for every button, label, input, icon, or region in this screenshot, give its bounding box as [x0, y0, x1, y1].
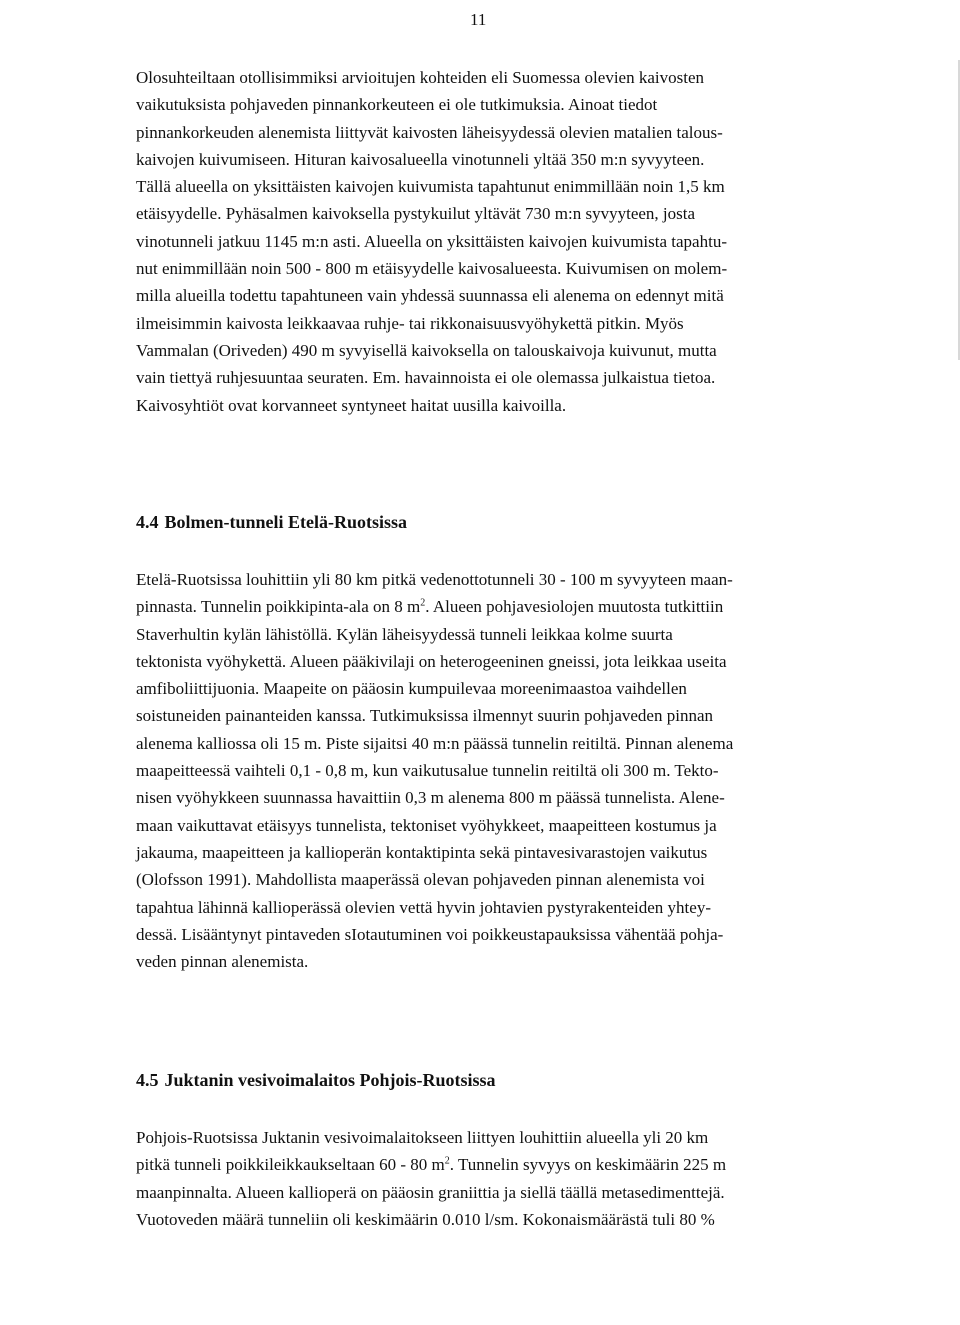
text-segment: pinnasta. Tunnelin poikkipinta-ala on 8 m — [136, 597, 421, 617]
text-line: kaivojen kuivumiseen. Hituran kaivosalueella vinotunneli yltää 350 m:n syvyyteen. — [136, 149, 705, 169]
section-heading-4-4 — [136, 510, 407, 534]
paragraph-juktan-plant — [136, 1124, 812, 1233]
text-line: dessä. Lisääntynyt pintaveden sIotautuminen voi poikkeustapauksissa vähentää pohja- — [136, 924, 724, 944]
text-line: jakauma, maapeitteen ja kallioperän kontaktipinta sekä pintavesivarastojen vaikutus — [136, 842, 708, 862]
section-heading-4-5 — [136, 1068, 496, 1092]
superscript: 2 — [420, 597, 426, 609]
text-line: milla alueilla todettu tapahtuneen vain yhdessä suunnassa eli alenema on edennyt mitä — [136, 286, 724, 306]
text-line: maan vaikuttavat etäisyys tunnelista, tektoniset vyöhykkeet, maapeitteen kostumus ja — [136, 815, 717, 835]
text-line: maapeitteessä vaihteli 0,1 - 0,8 m, kun vaikutusalue tunnelin reitiltä oli 300 m. Tekto- — [136, 761, 719, 781]
text-line: veden pinnan alenemista. — [136, 952, 309, 972]
text-segment: . Tunnelin syvyys on keskimäärin 225 m — [449, 1155, 727, 1175]
text-line: vain tiettyä ruhjesuuntaa seuraten. Em. havainnoista ei ole olemassa julkaistua tietoa. — [136, 368, 716, 388]
paragraph-mining-impacts — [136, 64, 812, 419]
paragraph-bolmen-tunnel — [136, 566, 812, 975]
text-segment: . Alueen pohjavesiolojen muutosta tutkittiin — [425, 597, 724, 617]
section-title: Juktanin vesivoimalaitos Pohjois-Ruotsissa — [164, 1070, 496, 1090]
section-title: Bolmen-tunneli Etelä-Ruotsissa — [164, 512, 408, 532]
text-line: vaikutuksista pohjaveden pinnankorkeuteen ei ole tutkimuksia. Ainoat tiedot — [136, 95, 658, 115]
text-line: Vuotoveden määrä tunneliin oli keskimäärin 0.010 l/sm. Kokonaismäärästä tuli 80 % — [136, 1209, 715, 1229]
page-number: 11 — [470, 10, 487, 29]
text-line: nisen vyöhykkeen suunnassa havaittiin 0,3 m alenema 800 m päässä tunnelista. Alene- — [136, 788, 725, 808]
text-line: Pohjois-Ruotsissa Juktanin vesivoimalaitokseen liittyen louhittiin alueella yli 20 km — [136, 1128, 709, 1147]
superscript: 2 — [444, 1155, 450, 1167]
text-line — [136, 593, 812, 620]
text-line: Kaivosyhtiöt ovat korvanneet syntyneet haitat uusilla kaivoilla. — [136, 395, 567, 415]
text-line: tapahtua lähinnä kallioperässä olevien vettä hyvin johtavien pystyrakenteiden yhtey- — [136, 897, 711, 917]
text-line: maanpinnalta. Alueen kallioperä on pääosin graniittia ja siellä täällä metasedimenttejä. — [136, 1182, 725, 1202]
section-number: 4.5 — [136, 1070, 159, 1090]
text-segment: pitkä tunneli poikkileikkaukseltaan 60 - 80 m — [136, 1155, 445, 1175]
text-line: etäisyydelle. Pyhäsalmen kaivoksella pystykuilut yltävät 730 m:n syvyyteen, josta — [136, 204, 696, 224]
text-line: Etelä-Ruotsissa louhittiin yli 80 km pitkä vedenottotunneli 30 - 100 m syvyyteen maan- — [136, 570, 733, 589]
text-line: Olosuhteiltaan otollisimmiksi arvioitujen kohteiden eli Suomessa olevien kaivosten — [136, 68, 704, 87]
text-line — [136, 1151, 812, 1178]
text-line: soistuneiden painanteiden kanssa. Tutkimuksissa ilmennyt suurin pohjaveden pinnan — [136, 706, 713, 726]
section-number: 4.4 — [136, 512, 159, 532]
text-line: Vammalan (Oriveden) 490 m syvyisellä kaivoksella on talouskaivoja kuivunut, mutta — [136, 340, 717, 360]
text-line: pinnankorkeuden alenemista liittyvät kaivosten läheisyydessä olevien matalien talous- — [136, 122, 723, 142]
text-line: vinotunneli jatkuu 1145 m:n asti. Alueella on yksittäisten kaivojen kuivumista tapahtu- — [136, 231, 727, 251]
text-line: tektonista vyöhykettä. Alueen pääkivilaji on heterogeeninen gneissi, jota leikkaa useita — [136, 651, 727, 671]
text-line: ilmeisimmin kaivosta leikkaavaa ruhje- tai rikkonaisuusvyöhykettä pitkin. Myös — [136, 313, 684, 333]
text-line: Tällä alueella on yksittäisten kaivojen kuivumista tapahtunut enimmillään noin 1,5 km — [136, 177, 725, 197]
text-line: alenema kalliossa oli 15 m. Piste sijaitsi 40 m:n päässä tunnelin reitiltä. Pinnan alenema — [136, 733, 734, 753]
text-line: amfiboliittijuonia. Maapeite on pääosin kumpuilevaa moreenimaastoa vaihdellen — [136, 679, 687, 699]
text-line: Staverhultin kylän lähistöllä. Kylän läheisyydessä tunneli leikkaa kolme suurta — [136, 624, 673, 644]
text-line: nut enimmillään noin 500 - 800 m etäisyydelle kaivosalueesta. Kuivumisen on molem- — [136, 259, 728, 279]
text-line: (Olofsson 1991). Mahdollista maaperässä olevan pohjaveden pinnan alenemista voi — [136, 870, 705, 890]
